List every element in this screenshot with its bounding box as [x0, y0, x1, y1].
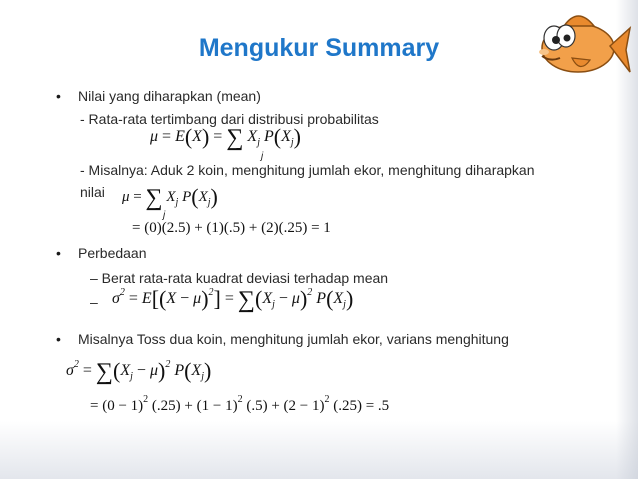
- sub-bullet-text: – Berat rata-rata kuadrat deviasi terhadap mean: [90, 270, 389, 286]
- formula-variance-sum: $\sigma^2 = \sum(X_j - \mu)^2$ $P(X_j)$: [66, 358, 212, 385]
- sum-index: j: [261, 151, 264, 162]
- bullet-text: Misalnya Toss dua koin, menghitung jumlah ekor, varians menghitung: [78, 331, 509, 347]
- sub-bullet-text: nilai: [80, 184, 105, 200]
- sum-index: j: [163, 210, 166, 221]
- formula-mean-definition: μ = E(X) = ∑ $X_j$ $P(X_j)$: [150, 124, 301, 151]
- formula-mean-example: = (0)(2.5) + (1)(.5) + (2)(.25) = 1: [132, 220, 331, 236]
- bullet-text: Perbedaan: [78, 245, 147, 261]
- bullet-dot: •: [56, 245, 61, 261]
- page-title: Mengukur Summary: [198, 34, 440, 62]
- sub-bullet-dash: –: [90, 294, 98, 310]
- bullet-dot: •: [56, 88, 61, 104]
- bullet-text: Nilai yang diharapkan (mean): [78, 88, 261, 104]
- formula-variance-definition: $\sigma^2 = E[(X - \mu)^2] = \sum(X_j - \mu)^2$ $P(X_j)$: [112, 286, 354, 313]
- bullet-dot: •: [56, 331, 61, 347]
- formula-mean-sum: μ = ∑ $X_j$ $P(X_j)$: [122, 184, 218, 211]
- slide-bottom-band: [0, 421, 638, 479]
- sub-bullet-text: - Misalnya: Aduk 2 koin, menghitung jumlah ekor, menghitung diharapkan: [80, 162, 535, 178]
- formula-variance-example: = $(0 - 1)^2$ $(.25) + (1 - 1)^2$ $(.5) + (2 - 1)^2$ (.25) = .5: [90, 394, 390, 414]
- sub-bullet-text: - Rata-rata tertimbang dari distribusi probabilitas: [80, 111, 379, 127]
